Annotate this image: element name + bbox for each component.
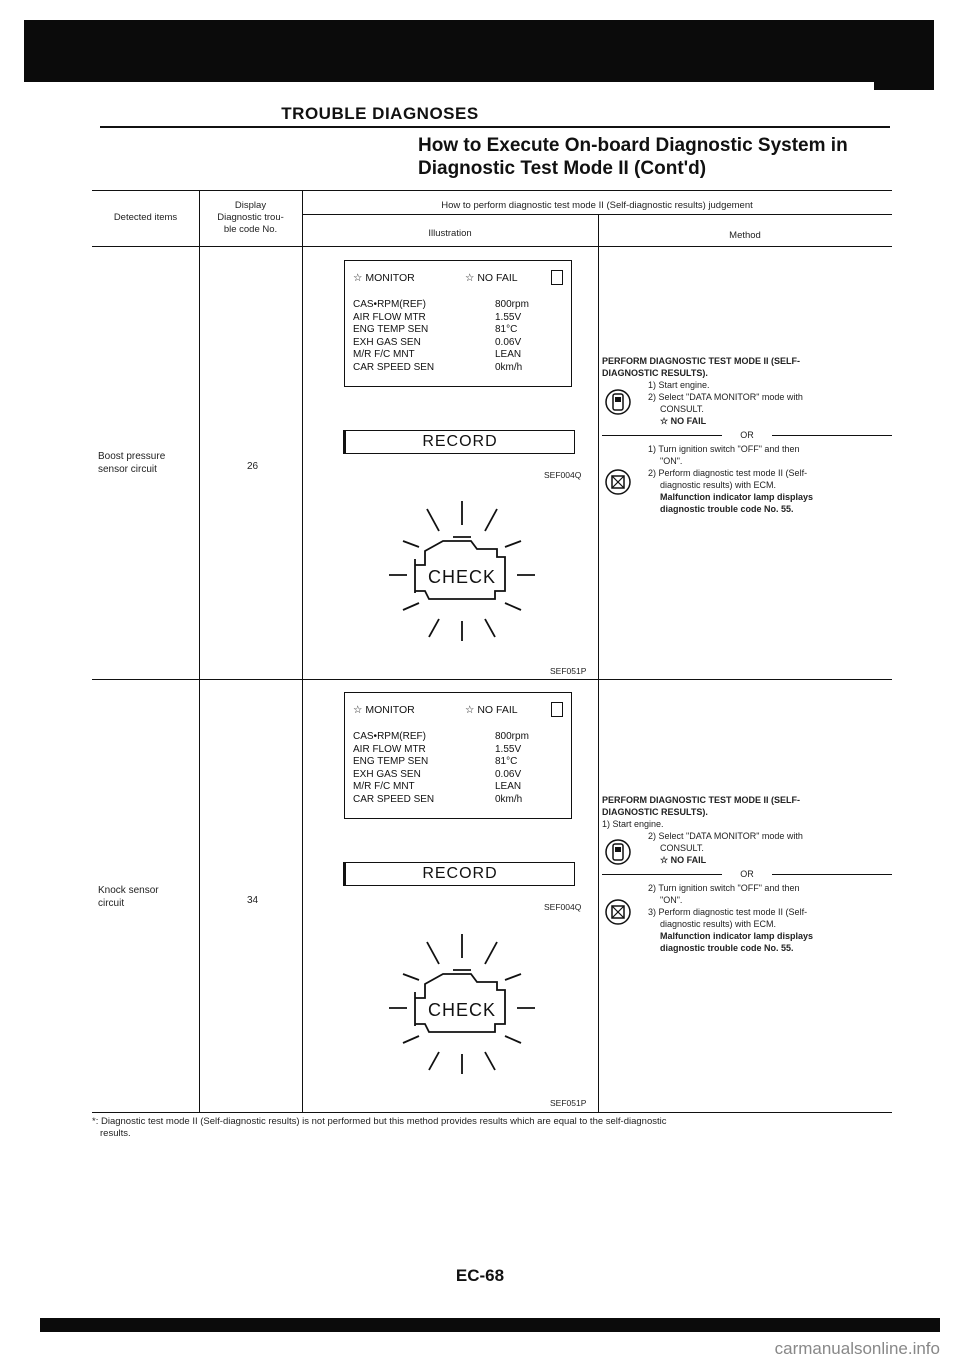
monitor-value: 81°C [495,324,518,335]
row2-item-line-1: Knock sensor [98,885,159,896]
row1-method-heading-1: PERFORM DIAGNOSTIC TEST MODE II (SELF- [602,356,800,366]
row2-item-line-2: circuit [98,898,125,909]
row2-method-step: diagnostic trouble code No. 55. [660,943,794,953]
col-divider-1 [199,190,200,1113]
row1-trouble-code: 26 [247,461,259,472]
header-rule [100,126,890,128]
monitor-row [345,794,571,807]
row1-method-step: 1) Turn ignition switch "OFF" and then [648,444,800,454]
monitor-row [345,324,571,337]
header-how-to: How to perform diagnostic test mode II (Self-diagnostic results) judgement [441,200,753,211]
row2-method-step: ☆ NO FAIL [660,855,707,865]
row2-monitor-title-text: MONITOR [365,704,415,716]
monitor-key: EXH GAS SEN [353,768,421,780]
monitor-key: ENG TEMP SEN [353,324,429,335]
monitor-value: 81°C [495,756,518,767]
monitor-row [345,769,571,782]
row2-method [602,794,892,954]
row1-monitor-title: ☆ MONITOR [353,272,415,284]
header-display-code [199,200,302,236]
monitor-value: LEAN [495,781,522,792]
row1-method-step: 2) Perform diagnostic test mode II (Self- [648,468,808,478]
row2-monitor-title: ☆ MONITOR [353,704,415,716]
row1-ecm-icon [604,468,632,496]
row1-monitor-header [345,261,571,291]
header-bottom-border [92,246,892,247]
monitor-key: CAS•RPM(REF) [353,299,426,310]
row1-record-button: RECORD [343,430,575,454]
monitor-key: EXH GAS SEN [353,336,421,348]
row1-or-separator: OR [602,429,892,441]
row2-method-heading-2: DIAGNOSTIC RESULTS). [602,807,708,817]
header-illustration: Illustration [428,228,472,239]
row2-record-button: RECORD [343,862,575,886]
title-line-1: How to Execute On-board Diagnostic System in [418,135,848,156]
row2-method-step: diagnostic results) with ECM. [660,919,777,929]
row1-method-step: CONSULT. [660,404,704,414]
row2-check-label: CHECK [427,1000,497,1020]
monitor-value: LEAN [495,349,522,360]
row1-monitor-box-icon [551,270,563,285]
row1-method-step: Malfunction indicator lamp displays [660,492,814,502]
monitor-row [345,312,571,325]
row2-method-step: 1) Start engine. [602,819,664,829]
row2-figure-ref-2: SEF051P [550,1098,587,1108]
monitor-key: M/R F/C MNT [353,349,415,360]
row2-or-separator: OR [602,868,892,880]
section-title: TROUBLE DIAGNOSES [281,104,479,123]
row1-monitor-status: ☆ NO FAIL [465,272,518,284]
monitor-row [345,337,571,350]
header-sub-border [302,214,892,215]
banner-notch [874,80,934,90]
row1-method-heading-2: DIAGNOSTIC RESULTS). [602,368,708,378]
row2-monitor-header [345,693,571,723]
row2-check-engine-lamp-icon [367,928,557,1078]
footnote-line-1: *: Diagnostic test mode II (Self-diagnostic results) is not performed but this method provides results which are equal to the self-diagnostic [92,1116,667,1127]
row2-method-step: 2) Turn ignition switch "OFF" and then [648,883,800,893]
diagnostic-table [92,190,892,1113]
row2-ecm-icon [604,898,632,926]
monitor-key: ENG TEMP SEN [353,756,429,767]
monitor-row [345,299,571,312]
monitor-key: M/R F/C MNT [353,781,415,792]
row1-check-label: CHECK [427,567,497,587]
row1-check-engine-lamp-icon [367,495,557,645]
row1-method-step: diagnostic results) with ECM. [660,480,777,490]
row1-method-step: "ON". [660,456,683,466]
page-title [418,134,898,180]
row1-method-step: 1) Start engine. [648,380,710,390]
page-number: EC-68 [455,1266,505,1285]
row2-monitor-status: ☆ NO FAIL [465,704,518,716]
row2-figure-ref-1: SEF004Q [544,902,582,912]
row1-method-step: 2) Select "DATA MONITOR" mode with [648,392,803,402]
row2-detected-item [98,884,159,910]
monitor-key: CAR SPEED SEN [353,361,435,373]
title-line-2: Diagnostic Test Mode II (Cont'd) [418,158,707,179]
header-detected-items: Detected items [113,212,178,223]
monitor-value: 0.06V [495,336,522,348]
row-divider [92,679,892,680]
monitor-value: 0.06V [495,768,522,780]
row1-consult-icon [604,388,632,416]
row2-method-step: 2) Select "DATA MONITOR" mode with [648,831,803,841]
row2-consult-icon [604,838,632,866]
row1-monitor-title-text: MONITOR [365,272,415,284]
row1-monitor-status-text: NO FAIL [477,272,518,284]
table-bottom-border [92,1112,892,1113]
row1-item-line-1: Boost pressure [98,451,166,462]
monitor-value: 1.55V [495,311,522,323]
monitor-key: CAS•RPM(REF) [353,731,426,742]
table-top-border [92,190,892,191]
header-method: Method [729,230,761,241]
row1-monitor-screen [344,260,572,387]
row2-monitor-screen [344,692,572,819]
row1-method-step: ☆ NO FAIL [660,416,707,426]
monitor-value: 800rpm [495,299,529,310]
monitor-key: CAR SPEED SEN [353,793,435,805]
row2-method-step: Malfunction indicator lamp displays [660,931,814,941]
monitor-row [345,731,571,744]
monitor-row [345,362,571,375]
row2-method-step: "ON". [660,895,683,905]
row1-detected-item [98,450,165,476]
monitor-row [345,744,571,757]
watermark: carmanualsonline.info [774,1339,940,1358]
col-divider-2 [302,190,303,1113]
row2-monitor-box-icon [551,702,563,717]
monitor-row [345,781,571,794]
monitor-row [345,756,571,769]
bottom-black-banner [40,1318,940,1332]
monitor-key: AIR FLOW MTR [353,743,426,755]
row2-method-step: CONSULT. [660,843,704,853]
footnote [92,1116,882,1140]
header-display-line-1: Display [234,200,267,211]
monitor-value: 0km/h [495,361,523,373]
row1-item-line-2: sensor circuit [98,464,157,475]
row2-method-step: 3) Perform diagnostic test mode II (Self- [648,907,808,917]
row1-figure-ref-2: SEF051P [550,666,587,676]
header-display-line-2: Diagnostic trou- [217,212,284,223]
row1-figure-ref-1: SEF004Q [544,470,582,480]
monitor-row [345,349,571,362]
monitor-value: 0km/h [495,793,523,805]
header-display-line-3: ble code No. [223,224,278,235]
row2-monitor-status-text: NO FAIL [477,704,518,716]
top-black-banner [24,20,934,82]
col-divider-3 [598,214,599,1113]
row1-method [602,355,892,515]
monitor-value: 800rpm [495,731,529,742]
row1-method-step: diagnostic trouble code No. 55. [660,504,794,514]
monitor-key: AIR FLOW MTR [353,311,426,323]
row2-trouble-code: 34 [247,895,259,906]
row2-method-heading-1: PERFORM DIAGNOSTIC TEST MODE II (SELF- [602,795,800,805]
footnote-line-2: results. [100,1128,131,1139]
monitor-value: 1.55V [495,743,522,755]
